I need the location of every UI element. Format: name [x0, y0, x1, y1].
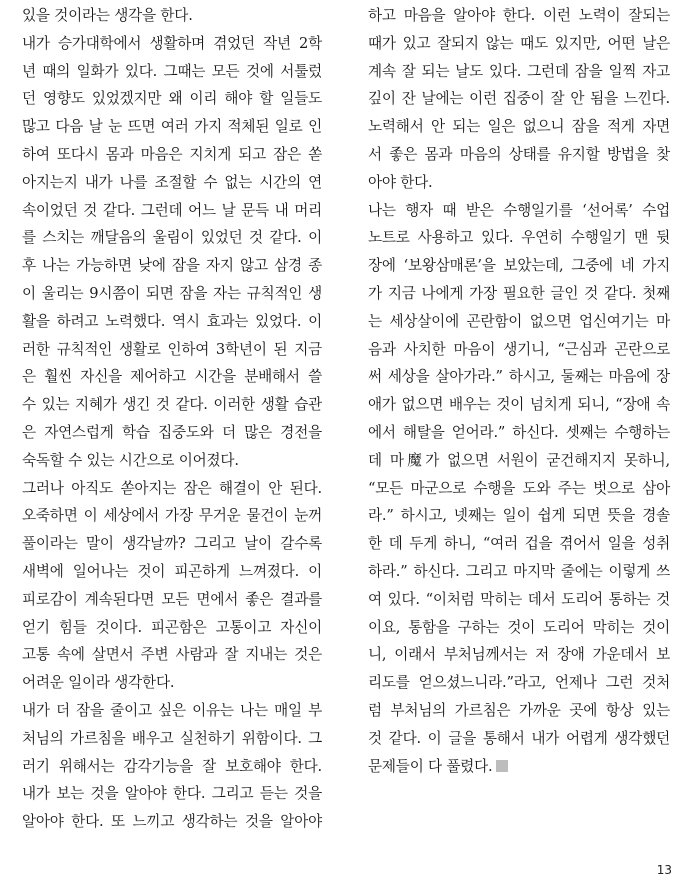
text-line: 가 지금 나에게 가장 필요한 글인 것 같다. 첫째 — [368, 284, 670, 302]
text-line: 많고 다음 날 눈 뜨면 여러 가지 적체된 일로 인 — [22, 118, 322, 136]
text-line: 럼 부처님의 가르침은 가까운 곳에 항상 있는 — [368, 701, 670, 719]
text-line: 숙독할 수 있는 시간으로 이어졌다. — [22, 451, 239, 469]
right-text-column — [368, 2, 670, 780]
text-line: 러기 위해서는 감각기능을 잘 보호해야 한다. — [22, 757, 322, 775]
text-line: 나는 행자 때 받은 수행일기를 ‘선어록’ 수업 — [368, 201, 670, 219]
text-line: 처님의 가르침을 배우고 실천하기 위함이다. 그 — [22, 729, 322, 747]
text-line: 것 같다. 이 글을 통해서 내가 어렵게 생각했던 — [368, 729, 670, 747]
text-line: 피로감이 계속된다면 모든 면에서 좋은 결과를 — [22, 590, 322, 608]
text-line: 아지는지 내가 나를 조절할 수 없는 시간의 연 — [22, 173, 322, 191]
text-line: 노트로 사용하고 있다. 우연히 수행일기 맨 뒷 — [368, 229, 670, 247]
text-line: 고통 속에 살면서 주변 사람과 잘 지내는 것은 — [22, 646, 322, 664]
text-line: 아야 한다. — [368, 173, 433, 191]
text-line: 알아야 한다. 또 느끼고 생각하는 것을 알아야 — [22, 813, 322, 831]
text-line: 라.” 하시고, 넷째는 일이 쉽게 되면 뜻을 경솔 — [368, 507, 670, 525]
text-line: 풀이라는 말이 생각날까? 그리고 날이 갈수록 — [22, 535, 322, 553]
text-line: 때가 있고 잘되지 않는 때도 있지만, 어떤 날은 — [368, 34, 670, 52]
text-line: 깊이 잔 날에는 이런 집중이 잘 안 됨을 느낀다. — [368, 90, 670, 108]
text-line: 년 때의 일화가 있다. 그때는 모든 것에 서툴렀 — [22, 62, 322, 80]
text-line: 새벽에 일어나는 것이 피곤하게 느껴졌다. 이 — [22, 562, 322, 580]
text-line: 한 데 두게 하니, “여러 겁을 겪어서 일을 성취 — [368, 535, 670, 553]
text-line: 그러나 아직도 쏟아지는 잠은 해결이 안 된다. — [22, 479, 322, 497]
text-line: 있을 것이라는 생각을 한다. — [22, 7, 193, 24]
text-line: 내가 보는 것을 알아야 한다. 그리고 듣는 것을 — [22, 785, 322, 803]
text-line: 서 좋은 몸과 마음의 상태를 유지할 방법을 찾 — [368, 145, 670, 163]
text-line: 은 훨씬 자신을 제어하고 시간을 분배해서 쓸 — [22, 368, 322, 386]
text-line: 은 자연스럽게 학습 집중도와 더 많은 경전을 — [22, 423, 322, 441]
text-line: 여 있다. “이처럼 막히는 데서 도리어 통하는 것 — [368, 590, 670, 608]
text-line: 리도를 얻으셨느니라.”라고, 언제나 그런 것처 — [368, 674, 670, 692]
text-line: 데 마魔가 없으면 서원이 굳건해지지 못하니, — [368, 451, 670, 469]
text-line: 써 세상을 살아가라.” 하시고, 둘째는 마음에 장 — [368, 368, 670, 386]
text-line: 니, 이래서 부처님께서는 저 장애 가운데서 보 — [368, 646, 670, 664]
text-line: 후 나는 가능하면 낮에 잠을 자지 않고 삼경 종 — [22, 257, 322, 275]
text-line: 활을 하려고 노력했다. 역시 효과는 있었다. 이 — [22, 312, 322, 330]
text-line: “모든 마군으로 수행을 도와 주는 벗으로 삼아 — [368, 479, 670, 497]
text-line: 속이었던 것 같다. 그런데 어느 날 문득 내 머리 — [22, 201, 322, 219]
text-line: 어려운 일이라 생각한다. — [22, 674, 175, 692]
text-line: 를 스치는 깨달음의 울림이 있었던 것 같다. 이 — [22, 229, 322, 247]
text-line: 러한 규칙적인 생활로 인하여 3학년이 된 지금 — [22, 340, 322, 358]
text-line: 오죽하면 이 세상에서 가장 무거운 물건이 눈꺼 — [22, 507, 322, 525]
text-line: 던 영향도 있었겠지만 왜 이리 해야 할 일들도 — [22, 90, 322, 108]
text-line: 얻기 힘들 것이다. 피곤함은 고통이고 자신이 — [22, 618, 322, 636]
end-of-article-mark — [496, 760, 508, 772]
left-text-column — [22, 2, 322, 836]
text-line: 내가 더 잠을 줄이고 싶은 이유는 나는 매일 부 — [22, 701, 322, 719]
text-line: 는 세상살이에 곤란함이 없으면 업신여기는 마 — [368, 312, 670, 330]
page-number: 13 — [656, 863, 672, 877]
text-line: 음과 사치한 마음이 생기니, “근심과 곤란으로 — [368, 340, 670, 358]
text-line: 장에 ‘보왕삼매론’을 보았는데, 그중에 네 가지 — [368, 257, 670, 275]
text-line: 계속 잘 되는 날도 있다. 그런데 잠을 일찍 자고 — [368, 62, 670, 80]
text-line: 애가 없으면 배우는 것이 넘치게 되니, “장애 속 — [368, 396, 670, 414]
text-line: 하라.” 하신다. 그리고 마지막 줄에는 이렇게 쓰 — [368, 562, 670, 580]
text-line: 이요, 통함을 구하는 것이 도리어 막히는 것이 — [368, 618, 670, 636]
text-line: 내가 승가대학에서 생활하며 겪었던 작년 2학 — [22, 34, 322, 52]
text-line: 이 울리는 9시쯤이 되면 잠을 자는 규칙적인 생 — [22, 284, 322, 302]
text-line: 하여 또다시 몸과 마음은 지치게 되고 잠은 쏟 — [22, 145, 322, 163]
text-line: 수 있는 지혜가 생긴 것 같다. 이러한 생활 습관 — [22, 396, 322, 414]
text-line: 노력해서 안 되는 일은 없으니 잠을 적게 자면 — [368, 118, 670, 136]
text-line: 에서 해탈을 얻어라.” 하신다. 셋째는 수행하는 — [368, 423, 670, 441]
text-line: 문제들이 다 풀렸다. — [368, 757, 493, 775]
text-line: 하고 마음을 알아야 한다. 이런 노력이 잘되는 — [368, 7, 670, 24]
